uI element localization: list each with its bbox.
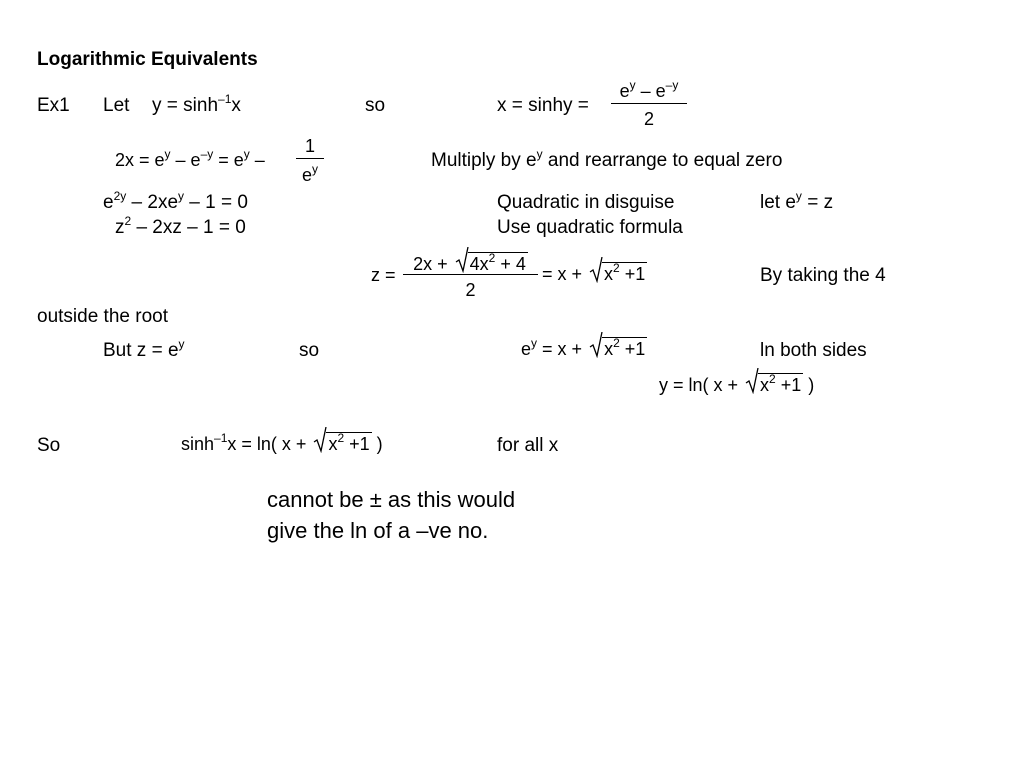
radical-sign-icon — [745, 368, 759, 394]
footnote-line: give the ln of a –ve no. — [267, 518, 489, 543]
for-all-x-note: for all x — [497, 435, 559, 456]
fraction-bar — [296, 158, 324, 159]
radical-sign-icon — [589, 257, 603, 283]
so-label: So — [37, 435, 61, 456]
radical-sign-icon — [313, 427, 327, 453]
square-root: $x^2 +1$ — [589, 337, 647, 358]
substitution-note: let $e^y = z$ — [760, 189, 834, 213]
definition-y-sinh-inverse: $y = \sinh^{-1}x$ — [152, 92, 241, 116]
equation-exponential-quadratic: $e^{2y} - 2xe^y - 1 = 0$ — [103, 189, 248, 213]
equation-2x-expansion: $2x = e^y - e^{-y} = e^y$ – — [115, 147, 265, 170]
footnote — [267, 484, 515, 546]
z-equals-label: z = — [371, 265, 396, 285]
fraction-denominator: $e^y$ — [301, 162, 318, 185]
equation-ey-root: $e^y = x$ + $x^2 +1$ — [521, 337, 647, 358]
fraction-bar — [403, 274, 538, 275]
fraction-denominator: 2 — [643, 109, 654, 129]
formula-note: Use quadratic formula — [497, 217, 683, 238]
so-label: so — [365, 95, 386, 116]
root-note-continued: outside the root — [37, 306, 168, 327]
example-label: Ex1 — [37, 95, 70, 116]
fraction-quadratic-formula — [403, 243, 538, 303]
let-label: Let — [103, 95, 130, 116]
radical-sign-icon — [589, 332, 603, 358]
radical-sign-icon — [455, 247, 469, 273]
fraction-bar — [611, 103, 687, 104]
simplified-root-expression: = x + $x^2 +1$ — [542, 262, 647, 283]
ln-note: ln both sides — [760, 340, 867, 361]
result-sinh-inverse-identity: $\sinh^{-1}x = \ln$( x + $x^2 +1$ ) — [181, 432, 383, 453]
square-root: $x^2 +1$ — [313, 432, 371, 453]
page-title: Logarithmic Equivalents — [37, 49, 258, 70]
equation-y-equals-ln: y = ln( x + $x^2 +1$ ) — [659, 373, 814, 394]
fraction-numerator: $e^y - e^{-y}$ — [619, 78, 679, 101]
fraction-sinh-definition — [611, 80, 687, 132]
root-note: By taking the 4 — [760, 265, 886, 286]
square-root: $x^2 +1$ — [589, 262, 647, 283]
multiply-note: Multiply by $e^y$ and rearrange to equal zero — [431, 147, 783, 171]
x-equals-sinhy: x = sinhy = — [497, 95, 589, 116]
fraction-one-over-ey — [296, 135, 324, 190]
quadratic-note: Quadratic in disguise — [497, 192, 675, 213]
footnote-line: cannot be ± as this would — [267, 487, 516, 512]
fraction-numerator: 2x + $4x^2 + 4$ — [403, 252, 538, 273]
equation-z-quadratic: $z^2 - 2xz - 1 = 0$ — [115, 214, 246, 238]
fraction-denominator: 2 — [465, 280, 476, 300]
so-label: so — [299, 340, 320, 361]
square-root: $4x^2 + 4$ — [455, 252, 528, 273]
fraction-numerator: 1 — [304, 136, 315, 156]
square-root: $x^2 +1$ — [745, 373, 803, 394]
but-z-equals-ey: But $z = e^y$ — [103, 337, 185, 361]
